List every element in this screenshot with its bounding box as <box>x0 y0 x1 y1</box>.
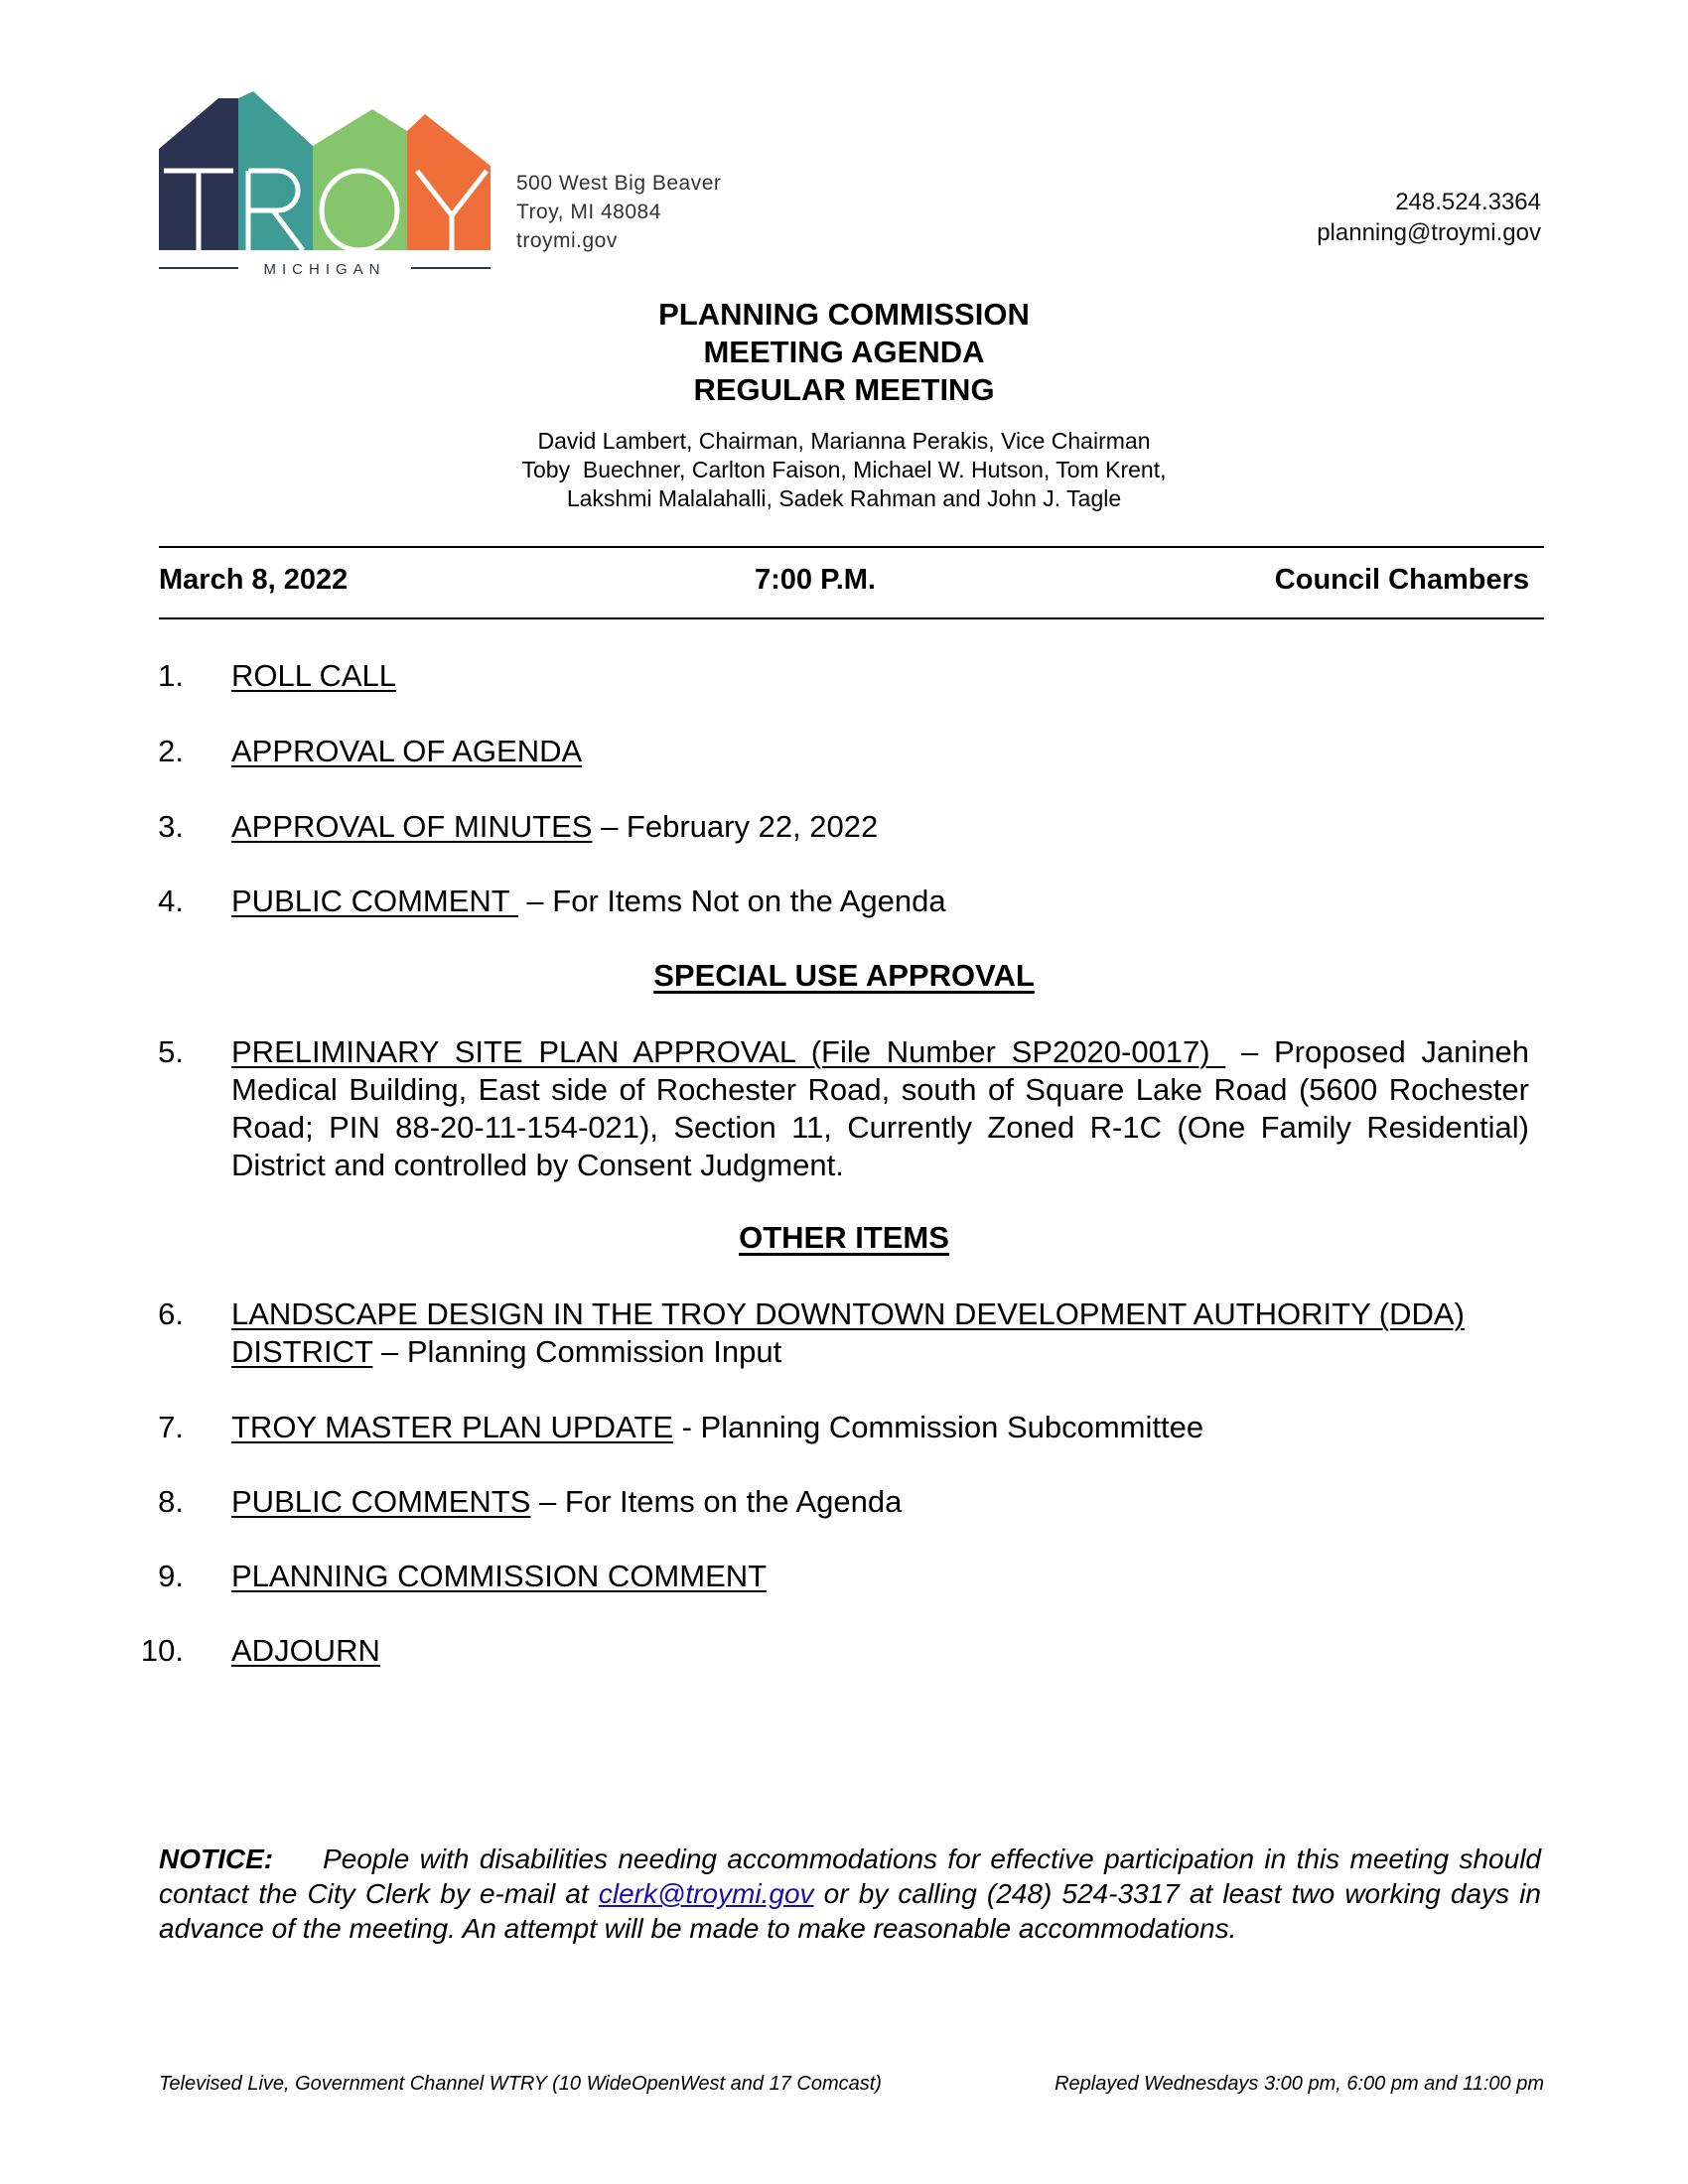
item-number: 4. <box>158 884 184 918</box>
agenda-item <box>129 1033 1529 1184</box>
footer-televised: Televised Live, Government Channel WTRY (10 WideOpenWest and 17 Comcast) <box>159 2073 882 2095</box>
document-title <box>0 296 1688 409</box>
agenda-item <box>129 1483 1529 1521</box>
city-address <box>516 169 721 255</box>
item-detail: – February 22, 2022 <box>592 809 879 844</box>
agenda-item <box>129 1632 1529 1670</box>
members-line: David Lambert, Chairman, Marianna Perakis, Vice Chairman <box>537 428 1151 454</box>
agenda-item <box>129 1558 1529 1595</box>
agenda-item <box>129 883 1529 920</box>
item-title: APPROVAL OF AGENDA <box>231 734 583 768</box>
item-detail: – For Items on the Agenda <box>530 1484 903 1519</box>
item-title: ADJOURN <box>231 1633 380 1668</box>
item-title: APPROVAL OF MINUTES <box>231 809 593 844</box>
footer-replay: Replayed Wednesdays 3:00 pm, 6:00 pm and 11:00 pm <box>1055 2073 1544 2095</box>
title-line: REGULAR MEETING <box>693 372 995 407</box>
item-title: PRELIMINARY SITE PLAN APPROVAL (File Number SP2020-0017) <box>231 1034 1226 1069</box>
members-line: Lakshmi Malalahalli, Sadek Rahman and John J. Tagle <box>566 485 1122 511</box>
item-title: LANDSCAPE DESIGN IN THE TROY DOWNTOWN DEVELOPMENT AUTHORITY (DDA) DISTRICT <box>231 1297 1465 1369</box>
item-detail: – Proposed Janineh Medical Building, East side of Rochester Road, south of Square Lake Road (5600 Rochester Road; PIN 88-20-11-154-021), Section 11, Currently Zoned R-1C (One Family Residential) District and controlled by Consent Judgment. <box>231 1034 1529 1182</box>
commission-members <box>0 427 1688 513</box>
item-number: 6. <box>158 1297 184 1331</box>
item-number: 10. <box>140 1633 184 1668</box>
item-title: ROLL CALL <box>231 658 396 693</box>
agenda-item <box>129 657 1529 695</box>
item-number: 5. <box>158 1034 184 1069</box>
agenda-item <box>129 1296 1529 1371</box>
meeting-location: Council Chambers <box>1274 564 1529 596</box>
clerk-email-link[interactable]: clerk@troymi.gov <box>598 1878 814 1909</box>
broadcast-footer <box>159 2073 1544 2096</box>
item-title: PUBLIC COMMENT <box>231 884 518 918</box>
section-heading-other-items: OTHER ITEMS <box>739 1220 949 1255</box>
top-divider <box>159 546 1544 548</box>
notice-text-continued: or by calling (248) 524-3317 at least two working days in advance of the meeting. An attempt will be made to make reasonable accommodations. <box>159 1878 1542 1944</box>
item-detail: - Planning Commission Subcommittee <box>673 1410 1204 1444</box>
section-heading-special-use: SPECIAL USE APPROVAL <box>653 958 1035 993</box>
agenda-item <box>129 733 1529 770</box>
title-line: MEETING AGENDA <box>703 335 985 369</box>
notice-text: People with disabilities needing accommodations for effective participation in this meeting should contact the City Clerk by e-mail at <box>159 1843 1541 1909</box>
accessibility-notice <box>159 1842 1541 1946</box>
title-line: PLANNING COMMISSION <box>658 297 1030 332</box>
address-website: troymi.gov <box>516 229 618 252</box>
agenda-item <box>129 1409 1529 1446</box>
item-number: 2. <box>158 734 184 768</box>
item-title: PUBLIC COMMENTS <box>231 1484 531 1519</box>
address-line: Troy, MI 48084 <box>516 201 661 223</box>
meeting-time: 7:00 P.M. <box>755 564 876 596</box>
item-number: 8. <box>158 1484 184 1519</box>
agenda-item <box>129 808 1529 846</box>
meeting-date: March 8, 2022 <box>159 564 349 596</box>
troy-michigan-logo <box>159 91 491 276</box>
item-detail: – Planning Commission Input <box>372 1334 782 1369</box>
notice-label: NOTICE: <box>159 1843 274 1874</box>
email-address: planning@troymi.gov <box>1317 219 1541 246</box>
item-detail: – For Items Not on the Agenda <box>517 884 946 918</box>
item-number: 3. <box>158 809 184 844</box>
item-number: 1. <box>158 658 184 693</box>
bottom-divider <box>159 617 1544 619</box>
members-line: Toby Buechner, Carlton Faison, Michael W. Hutson, Tom Krent, <box>521 457 1167 482</box>
item-title: TROY MASTER PLAN UPDATE <box>231 1410 673 1444</box>
item-title: PLANNING COMMISSION COMMENT <box>231 1559 768 1593</box>
phone-number: 248.524.3364 <box>1395 189 1541 215</box>
address-line: 500 West Big Beaver <box>516 172 722 195</box>
logo-subtitle: MICHIGAN <box>263 261 386 276</box>
item-number: 9. <box>158 1559 184 1593</box>
item-number: 7. <box>158 1410 184 1444</box>
contact-info <box>1317 187 1541 248</box>
